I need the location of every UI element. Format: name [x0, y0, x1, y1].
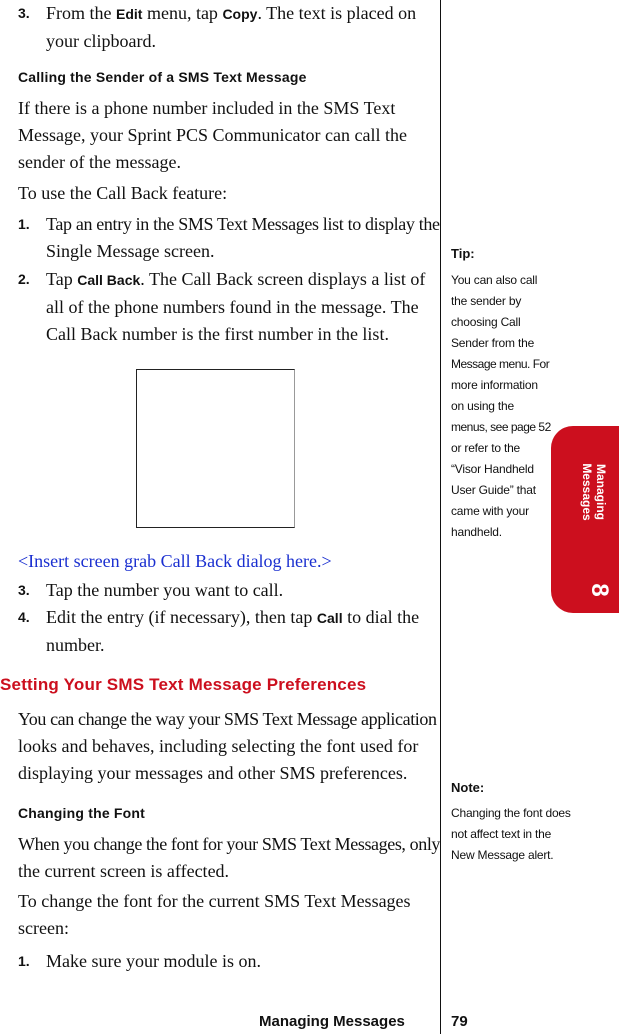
note-title: Note: [451, 780, 485, 795]
step-4-text: Edit the entry (if necessary), then tap Call to dial the number. [46, 607, 420, 655]
calling-sender-paragraph: If there is a phone number included in the SMS Text Message, your Sprint PCS Communicator can call the sender of the message. [18, 98, 407, 172]
step-3-copy-text: From the Edit menu, tap Copy. The text is placed on your clipboard. [46, 3, 417, 51]
call-back-term: Call Back [77, 272, 141, 288]
footer-title: Managing Messages [259, 1013, 405, 1030]
step-3-tap-text: Tap the number you want to call. [46, 580, 284, 600]
tip-title: Tip: [451, 246, 475, 261]
edit-menu-term: Edit [116, 6, 143, 22]
callback-intro: To use the Call Back feature: [18, 183, 228, 203]
step-number: 1. [18, 216, 30, 232]
page-number: 79 [451, 1013, 468, 1030]
section-heading: Setting Your SMS Text Message Preferences [0, 675, 367, 694]
font-intro: To change the font for the current SMS Text Messages screen: [18, 891, 411, 938]
step-2-text: Tap Call Back. The Call Back screen displays a list of all of the phone numbers found in the message. The Call Back number is the first number in the list. [46, 269, 426, 344]
step-1-module-text: Make sure your module is on. [46, 951, 261, 971]
call-term: Call [316, 610, 343, 626]
step-number: 4. [18, 609, 30, 625]
changing-font-heading: Changing the Font [18, 805, 146, 821]
step-1-text: Tap an entry in the SMS Text Messages list to display the Single Message screen. [46, 214, 440, 261]
column-divider [440, 0, 441, 1034]
chapter-tab-number: 8 [586, 583, 613, 597]
tip-text: You can also call the sender by choosing Call Sender from the Message menu. For more information on using the menus, see page 52 or refer to the “Visor Handheld User Guide” that came with your handheld. [451, 273, 551, 539]
preferences-paragraph: You can change the way your SMS Text Message application looks and behaves, including selecting the font used for displaying your messages and other SMS preferences. [18, 709, 437, 783]
step-number: 2. [18, 271, 30, 287]
font-paragraph: When you change the font for your SMS Text Messages, only the current screen is affected. [18, 834, 441, 881]
step-number: 1. [18, 953, 30, 969]
step-number: 3. [18, 582, 30, 598]
calling-sender-heading: Calling the Sender of a SMS Text Message [18, 69, 307, 85]
screen-grab-placeholder [136, 369, 295, 528]
copy-term: Copy [222, 6, 258, 22]
note-text: Changing the font does not affect text in the New Message alert. [451, 806, 571, 862]
insert-screen-grab-note: <Insert screen grab Call Back dialog here.> [18, 551, 332, 571]
chapter-tab-label: Managing Messages [580, 463, 608, 521]
step-number: 3. [18, 5, 30, 21]
